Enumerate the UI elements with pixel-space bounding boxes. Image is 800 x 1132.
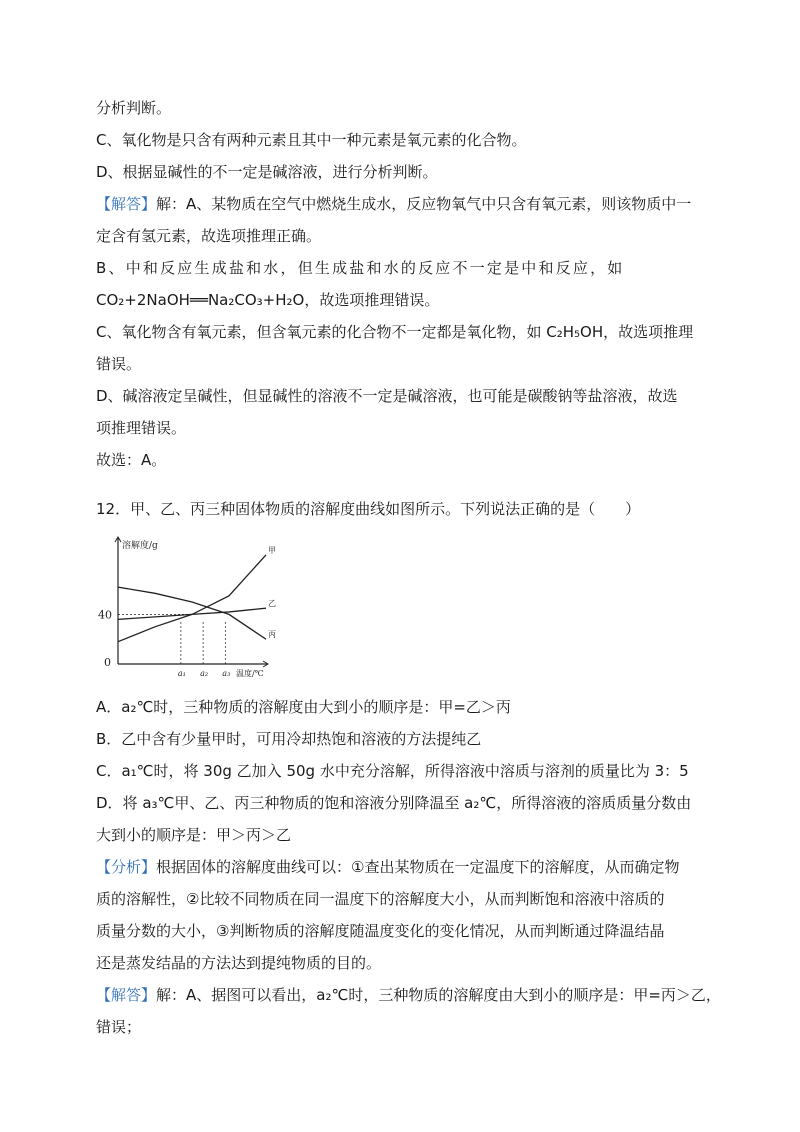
answer-text: 解：A、某物质在空气中燃烧生成水，反应物氧气中只含有氧元素，则该物质中一 (156, 195, 692, 213)
option-a: A．a₂℃时，三种物质的溶解度由大到小的顺序是：甲=乙＞丙 (96, 698, 511, 716)
x-axis-label: 温度/℃ (236, 669, 264, 678)
answer-line (96, 194, 691, 214)
text-line: 质的溶解性，②比较不同物质在同一温度下的溶解度大小，从而判断饱和溶液中溶质的 (96, 890, 665, 908)
equation-line: CO₂+2NaOH══Na₂CO₃+H₂O，故选项推理错误。 (96, 291, 440, 309)
analysis-tag: 【分析】 (96, 858, 157, 876)
answer-line (96, 985, 721, 1005)
option-d-cont: 大到小的顺序是：甲＞丙＞乙 (96, 826, 292, 844)
x-tick-label: a₁ (177, 669, 186, 678)
text-line: 错误； (96, 1018, 142, 1036)
y-tick-label: 40 (98, 608, 112, 622)
series-label-甲: 甲 (268, 545, 276, 555)
text-line: B、中和反应生成盐和水，但生成盐和水的反应不一定是中和反应，如 (96, 259, 625, 277)
text-line: C、氧化物含有氧元素，但含氧元素的化合物不一定都是氧化物，如 C₂H₅OH，故选项推理 (96, 323, 694, 341)
option-c: C．a₁℃时，将 30g 乙加入 50g 水中充分溶解，所得溶液中溶质与溶剂的质量比为 3：5 (96, 762, 689, 780)
option-b: B．乙中含有少量甲时，可用冷却热饱和溶液的方法提纯乙 (96, 730, 482, 748)
text-line: 质量分数的大小，③判断物质的溶解度随温度变化的变化情况，从而判断通过降温结晶 (96, 922, 665, 940)
analysis-line (96, 857, 679, 877)
question-stem: 12．甲、乙、丙三种固体物质的溶解度曲线如图所示。下列说法正确的是（ ） (96, 500, 641, 518)
answer-tag: 【解答】 (96, 195, 157, 213)
series-label-丙: 丙 (268, 630, 276, 640)
text-line: D、碱溶液定呈碱性，但显碱性的溶液不一定是碱溶液，也可能是碳酸钠等盐溶液，故选 (96, 387, 678, 405)
text-line: 还是蒸发结晶的方法达到提纯物质的目的。 (96, 954, 382, 972)
series-label-乙: 乙 (268, 599, 276, 609)
series-line-丙 (118, 587, 266, 639)
answer-tag: 【解答】 (96, 986, 157, 1004)
text-line: D、根据显碱性的不一定是碱溶液，进行分析判断。 (96, 163, 438, 181)
text-line: 分析判断。 (96, 99, 172, 117)
analysis-text: 根据固体的溶解度曲线可以：①查出某物质在一定温度下的溶解度，从而确定物 (156, 858, 680, 876)
solubility-chart-svg (96, 532, 276, 680)
series-line-甲 (118, 555, 266, 642)
x-tick-label: a₂ (200, 669, 209, 678)
text-line: 定含有氢元素，故选项推理正确。 (96, 227, 322, 245)
y-tick-label: 0 (104, 656, 111, 669)
answer-text: 解：A、据图可以看出，a₂℃时，三种物质的溶解度由大到小的顺序是：甲=丙＞乙， (156, 986, 721, 1004)
option-d: D．将 a₃℃甲、乙、丙三种物质的饱和溶液分别降温至 a₂℃，所得溶液的溶质质量分数由 (96, 794, 692, 812)
text-line: 错误。 (96, 355, 142, 373)
solubility-chart (96, 532, 276, 680)
x-tick-label: a₃ (222, 669, 231, 678)
text-line: 项推理错误。 (96, 419, 187, 437)
text-line: C、氧化物是只含有两种元素且其中一种元素是氧元素的化合物。 (96, 131, 527, 149)
y-axis-label: 溶解度/g (122, 541, 158, 551)
series-line-乙 (118, 608, 266, 619)
text-line: 故选：A。 (96, 451, 167, 469)
